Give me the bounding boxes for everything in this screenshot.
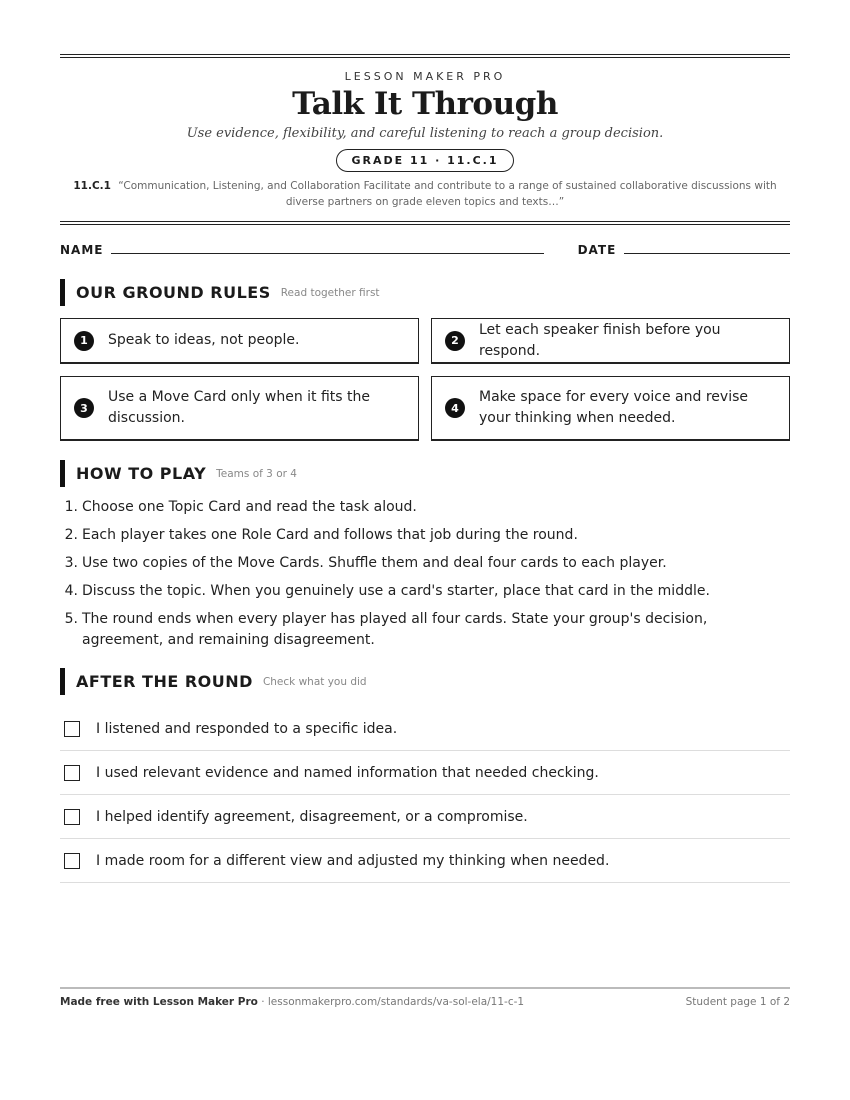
ground-rules-heading (60, 279, 790, 306)
after-round-heading (60, 668, 790, 695)
footer-made-with: Made free with Lesson Maker Pro (60, 996, 258, 1008)
standard-text: “Communication, Listening, and Collaboration Facilitate and contribute to a range of sustained collaborative discussions with diverse partners on grade eleven topics and texts…” (118, 180, 777, 208)
checklist-text: I used relevant evidence and named information that needed checking. (96, 764, 599, 781)
standard-description (60, 178, 790, 210)
rule-number-badge: 4 (445, 398, 465, 418)
page-footer (60, 987, 790, 1008)
page-title: Talk It Through (292, 86, 558, 122)
page-number: Student page 1 of 2 (685, 996, 790, 1008)
date-field-line[interactable] (624, 252, 790, 254)
header-bottom-rule (60, 221, 790, 225)
list-item: 1. Choose one Topic Card and read the task aloud. (64, 499, 417, 515)
checklist-text: I made room for a different view and adjusted my thinking when needed. (96, 852, 610, 869)
rule-text: Let each speaker finish before you respond. (479, 321, 721, 359)
rule-number-badge: 2 (445, 331, 465, 351)
rule-text: Use a Move Card only when it fits the discussion. (108, 389, 371, 426)
name-field-line[interactable] (111, 252, 543, 254)
reflection-checklist (60, 707, 790, 883)
ground-rules-grid (60, 318, 790, 441)
section-title: AFTER THE ROUND (76, 672, 253, 691)
worksheet (60, 54, 790, 883)
top-double-rule (60, 54, 790, 58)
section-note: Read together first (280, 286, 380, 299)
checklist-item (60, 795, 790, 839)
ground-rule-card (431, 318, 790, 364)
checkbox[interactable] (64, 809, 80, 825)
ground-rule-card (60, 376, 419, 441)
how-to-play-heading (60, 460, 790, 487)
checkbox[interactable] (64, 721, 80, 737)
checklist-item (60, 839, 790, 883)
list-item: 2. Each player takes one Role Card and follows that job during the round. (64, 527, 578, 543)
rule-number-badge: 1 (74, 331, 94, 351)
section-title: HOW TO PLAY (76, 464, 207, 483)
checklist-text: I helped identify agreement, disagreement, or a compromise. (96, 808, 528, 825)
list-item: 4. Discuss the topic. When you genuinely use a card's starter, place that card in the middle. (64, 583, 710, 599)
section-note: Check what you did (262, 675, 367, 688)
checkbox[interactable] (64, 853, 80, 869)
date-label: DATE (577, 243, 617, 257)
ground-rule-card (431, 376, 790, 441)
checklist-item (60, 707, 790, 751)
ground-rule-card (60, 318, 419, 364)
rule-text: Speak to ideas, not people. (108, 332, 300, 348)
section-note: Teams of 3 or 4 (216, 467, 297, 480)
checklist-item (60, 751, 790, 795)
checklist-text: I listened and responded to a specific idea. (96, 720, 398, 737)
how-to-play-steps (60, 497, 790, 651)
footer-url: · lessonmakerpro.com/standards/va-sol-ela/11-c-1 (257, 996, 525, 1008)
section-title: OUR GROUND RULES (76, 283, 271, 302)
rule-text: Make space for every voice and revise your thinking when needed. (479, 389, 748, 426)
rule-number-badge: 3 (74, 398, 94, 418)
name-date-row (60, 243, 790, 257)
grade-badge: GRADE 11 · 11.C.1 (336, 149, 513, 172)
checkbox[interactable] (64, 765, 80, 781)
list-item: 3. Use two copies of the Move Cards. Shuffle them and deal four cards to each player. (64, 555, 667, 571)
list-item: 5. The round ends when every player has played all four cards. State your group's decision, agreement, and remaining disagreement. (64, 611, 708, 648)
footer-credit (60, 996, 524, 1008)
page-subtitle: Use evidence, flexibility, and careful listening to reach a group decision. (186, 126, 664, 141)
name-label: NAME (60, 243, 104, 257)
standard-code: 11.C.1 (73, 180, 111, 192)
brand-name: LESSON MAKER PRO (344, 70, 506, 83)
